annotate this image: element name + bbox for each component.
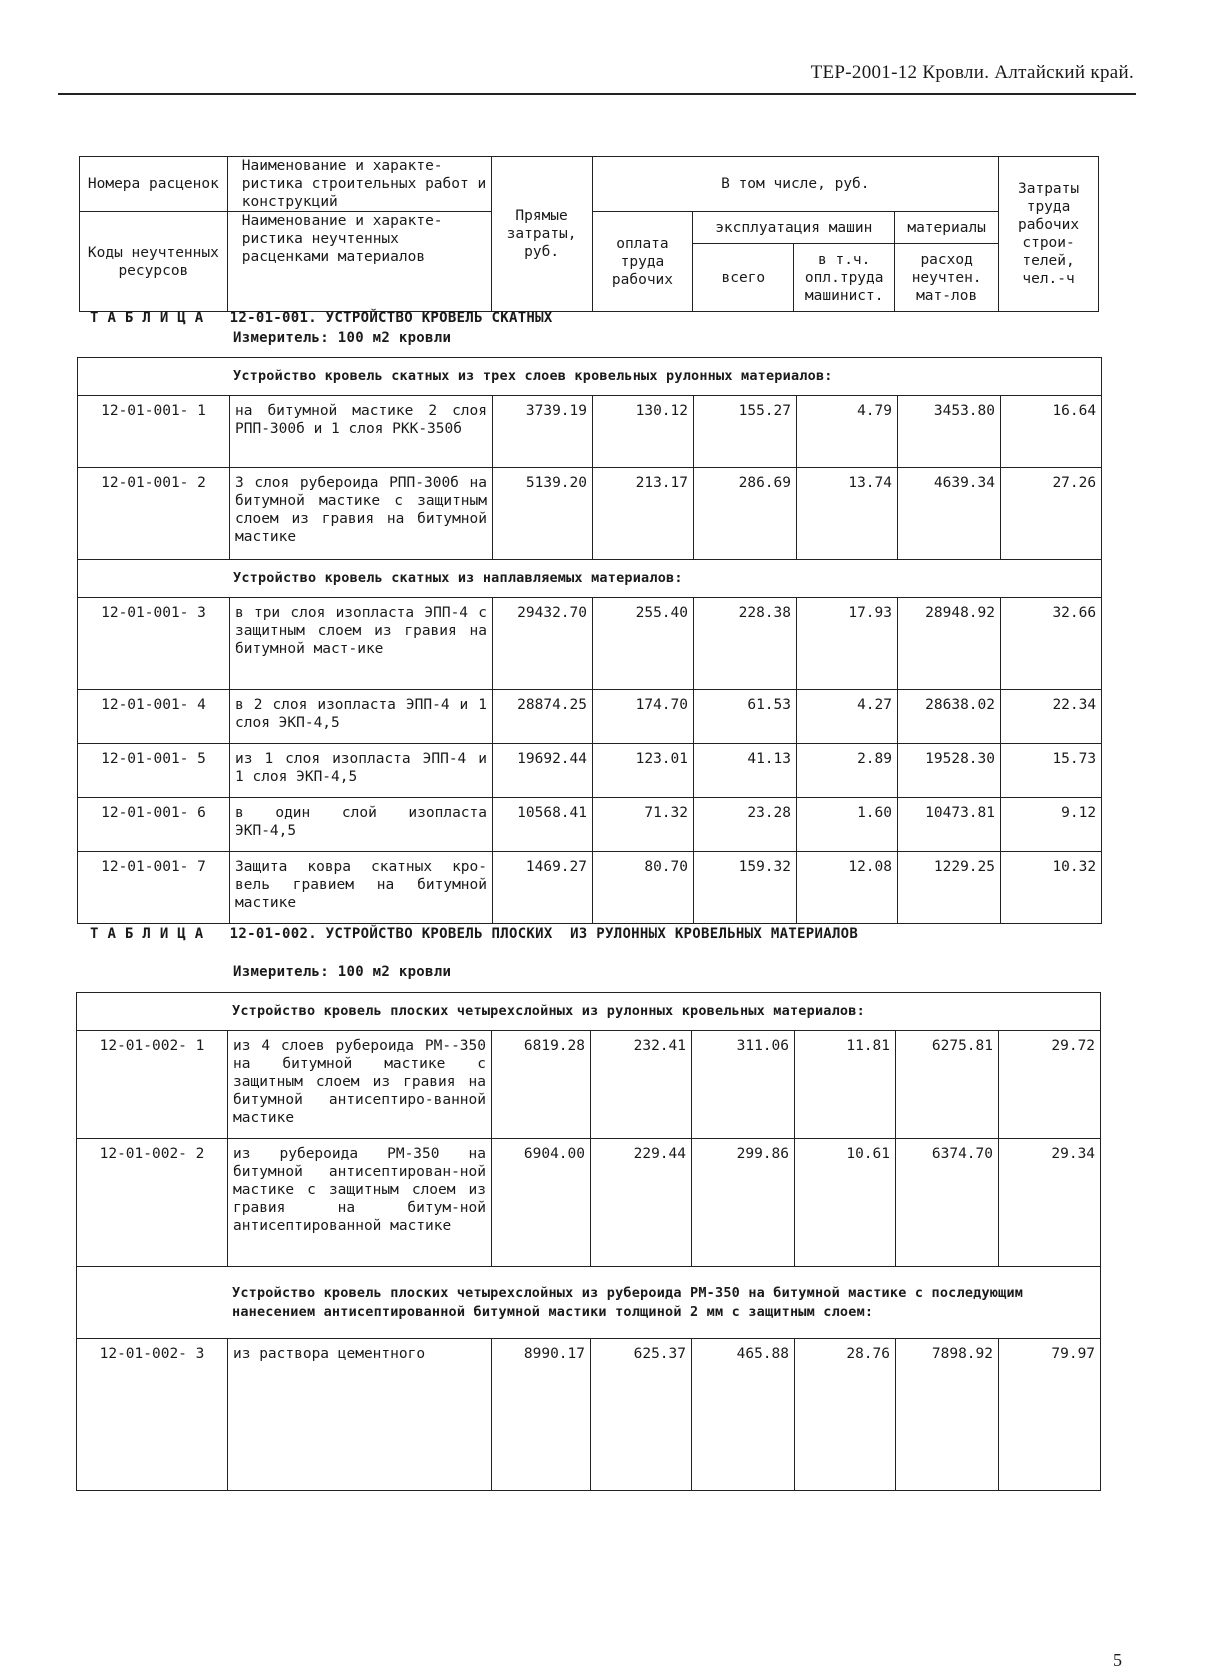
header-v-tch: в т.ч. опл.труда машинист. [794,244,895,312]
machines-total: 159.32 [694,852,797,924]
header-ekspluataciya: эксплуатация машин [693,212,895,244]
materials: 10473.81 [898,798,1001,852]
machines-total: 311.06 [692,1031,795,1139]
rate-description: в 2 слоя изопласта ЭПП-4 и 1 слоя ЭКП-4,5 [230,690,493,744]
labor-hours: 27.26 [1001,468,1102,560]
machinists-pay: 1.60 [797,798,898,852]
direct-costs: 3739.19 [493,396,593,468]
machines-total: 61.53 [694,690,797,744]
materials: 6275.81 [896,1031,999,1139]
labor-hours: 22.34 [1001,690,1102,744]
direct-costs: 8990.17 [492,1339,591,1491]
table1-meter: Измеритель: 100 м2 кровли [233,330,452,346]
rate-description: Защита ковра скатных кро-вель гравием на битумной мастике [230,852,493,924]
rate-description: 3 слоя рубероида РПП-300б на битумной мастике с защитным слоем из гравия на битумной мастике [230,468,493,560]
labor-pay: 80.70 [593,852,694,924]
machinists-pay: 17.93 [797,598,898,690]
column-header-table [79,156,1099,312]
header-materialy: материалы [895,212,999,244]
machinists-pay: 10.61 [795,1139,896,1267]
labor-pay: 213.17 [593,468,694,560]
materials: 3453.80 [898,396,1001,468]
header-oplata: оплата труда рабочих [592,212,693,312]
document-header: ТЕР-2001-12 Кровли. Алтайский край. [810,62,1134,83]
labor-pay: 232.41 [591,1031,692,1139]
labor-hours: 29.34 [999,1139,1101,1267]
section-heading: Устройство кровель плоских четырехслойных из рулонных кровельных материалов: [77,993,1101,1031]
materials: 28948.92 [898,598,1001,690]
header-zatraty: Затраты труда рабочих строи-телей, чел.-ч [999,157,1099,312]
labor-hours: 9.12 [1001,798,1102,852]
labor-hours: 10.32 [1001,852,1102,924]
direct-costs: 6819.28 [492,1031,591,1139]
header-pryamye: Прямые затраты, руб. [491,157,592,312]
direct-costs: 19692.44 [493,744,593,798]
direct-costs: 10568.41 [493,798,593,852]
machinists-pay: 13.74 [797,468,898,560]
rate-code: 12-01-001- 4 [78,690,230,744]
materials: 1229.25 [898,852,1001,924]
machines-total: 155.27 [694,396,797,468]
labor-pay: 130.12 [593,396,694,468]
rate-code: 12-01-002- 3 [77,1339,228,1491]
header-naim-neuchtennyh: Наименование и характе-ристика неучтенных расценками материалов [227,212,491,312]
table1-title: Т А Б Л И Ц А 12-01-001. УСТРОЙСТВО КРОВЕЛЬ СКАТНЫХ [90,310,553,326]
rate-description: на битумной мастике 2 слоя РПП-300б и 1 слоя РКК-350б [230,396,493,468]
machinists-pay: 11.81 [795,1031,896,1139]
materials: 19528.30 [898,744,1001,798]
page-number: 5 [1113,1650,1122,1670]
materials: 7898.92 [896,1339,999,1491]
labor-pay: 174.70 [593,690,694,744]
labor-pay: 255.40 [593,598,694,690]
labor-hours: 15.73 [1001,744,1102,798]
labor-hours: 79.97 [999,1339,1101,1491]
materials: 4639.34 [898,468,1001,560]
machinists-pay: 4.27 [797,690,898,744]
table2-meter: Измеритель: 100 м2 кровли [233,964,452,980]
machines-total: 286.69 [694,468,797,560]
machines-total: 23.28 [694,798,797,852]
header-v-tom-chisle: В том числе, руб. [592,157,999,212]
labor-pay: 123.01 [593,744,694,798]
labor-pay: 625.37 [591,1339,692,1491]
header-kody: Коды неучтенных ресурсов [80,212,228,312]
rate-code: 12-01-002- 2 [77,1139,228,1267]
materials: 6374.70 [896,1139,999,1267]
rate-code: 12-01-001- 6 [78,798,230,852]
section-heading: Устройство кровель скатных из трех слоев кровельных рулонных материалов: [78,358,1102,396]
section-heading: Устройство кровель скатных из наплавляемых материалов: [78,560,1102,598]
table2 [76,992,1101,1491]
machines-total: 228.38 [694,598,797,690]
machinists-pay: 2.89 [797,744,898,798]
direct-costs: 6904.00 [492,1139,591,1267]
header-vsego: всего [693,244,794,312]
direct-costs: 1469.27 [493,852,593,924]
rate-code: 12-01-001- 2 [78,468,230,560]
table1 [77,357,1102,924]
machines-total: 299.86 [692,1139,795,1267]
rate-code: 12-01-001- 5 [78,744,230,798]
machinists-pay: 4.79 [797,396,898,468]
labor-hours: 29.72 [999,1031,1101,1139]
labor-hours: 32.66 [1001,598,1102,690]
rate-code: 12-01-001- 1 [78,396,230,468]
labor-pay: 229.44 [591,1139,692,1267]
direct-costs: 5139.20 [493,468,593,560]
rate-description: в три слоя изопласта ЭПП-4 с защитным слоем из гравия на битумной маст-ике [230,598,493,690]
labor-pay: 71.32 [593,798,694,852]
machinists-pay: 12.08 [797,852,898,924]
direct-costs: 28874.25 [493,690,593,744]
rate-description: из раствора цементного [228,1339,492,1491]
header-nomera: Номера расценок [80,157,228,212]
materials: 28638.02 [898,690,1001,744]
direct-costs: 29432.70 [493,598,593,690]
machinists-pay: 28.76 [795,1339,896,1491]
header-rule [58,93,1136,95]
rate-code: 12-01-001- 7 [78,852,230,924]
labor-hours: 16.64 [1001,396,1102,468]
rate-code: 12-01-001- 3 [78,598,230,690]
machines-total: 465.88 [692,1339,795,1491]
rate-description: в один слой изопласта ЭКП-4,5 [230,798,493,852]
header-rashod: расход неучтен. мат-лов [895,244,999,312]
machines-total: 41.13 [694,744,797,798]
rate-description: из 4 слоев рубероида РМ--350 на битумной мастике с защитным слоем из гравия на битумной антисептиро-ванной мастике [228,1031,492,1139]
table2-title: Т А Б Л И Ц А 12-01-002. УСТРОЙСТВО КРОВЕЛЬ ПЛОСКИХ ИЗ РУЛОННЫХ КРОВЕЛЬНЫХ МАТЕРИАЛОВ [90,926,859,942]
rate-description: из 1 слоя изопласта ЭПП-4 и 1 слоя ЭКП-4,5 [230,744,493,798]
rate-description: из рубероида РМ-350 на битумной антисептирован-ной мастике с защитным слоем из гравия на битум-ной антисептированной мастике [228,1139,492,1267]
rate-code: 12-01-002- 1 [77,1031,228,1139]
section-heading: Устройство кровель плоских четырехслойных из рубероида РМ-350 на битумной мастике с последующим нанесением антисептированной битумной мастики толщиной 2 мм с защитным слоем: [77,1267,1101,1339]
header-naimenovanie: Наименование и характе-ристика строительных работ и конструкций [227,157,491,212]
